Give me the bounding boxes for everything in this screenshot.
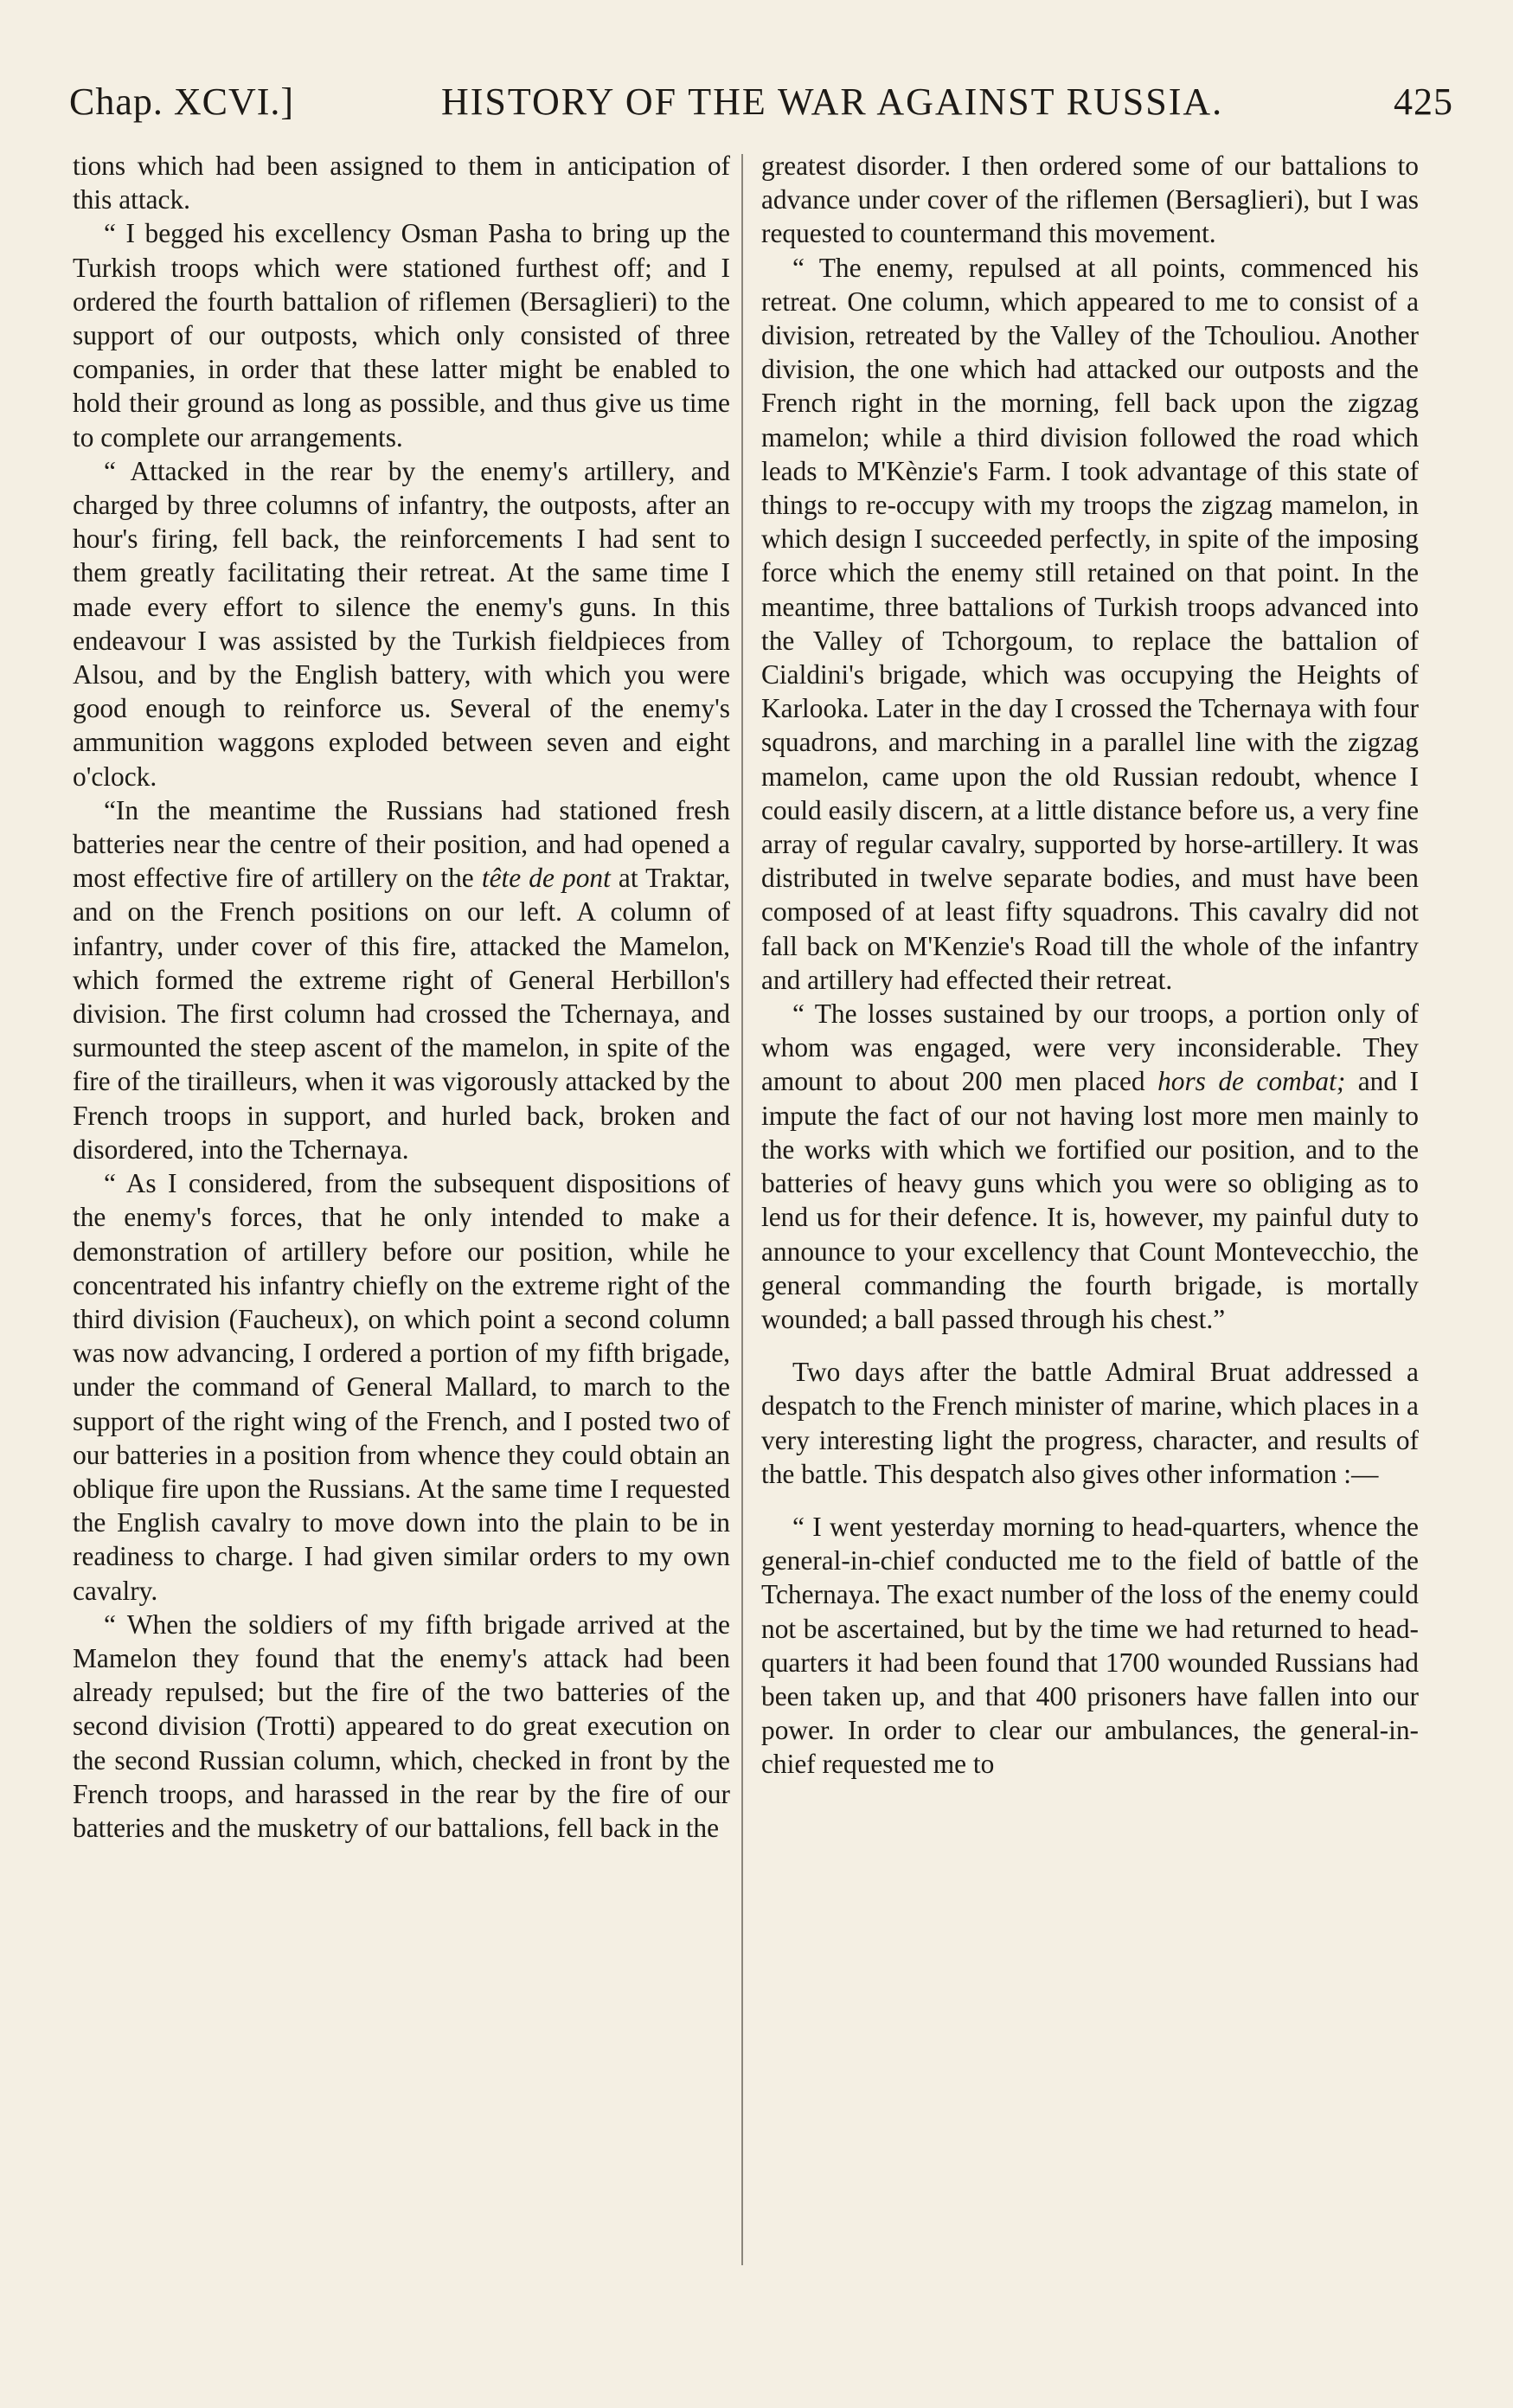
paragraph: “ The enemy, repulsed at all points, commenced his retreat. One column, which appeared to me to consist of a division, retreated by the Valley of the Tchouliou. Another division, the one which had attacked our outposts and the French right in the morning, fell back upon the zigzag mamelon; while a third division followed the road which leads to M'Kènzie's Farm. I took advantage of this state of things to re-occupy with my troops the zigzag mamelon, in which design I succeeded perfectly, in spite of the imposing force which the enemy still retained on that point. In the meantime, three battalions of Turkish troops advanced into the Valley of Tchorgoum, to replace the battalion of Cialdini's brigade, which was occupying the Heights of Karlooka. Later in the day I crossed the Tchernaya with four squadrons, and marching in a parallel line with the zigzag mamelon, came upon the old Russian redoubt, whence I could easily discern, at a little distance before us, a very fine array of regular cavalry, supported by horse-artillery. It was distributed in twelve separate bodies, and must have been composed of at least fifty squadrons. This cavalry did not fall back on M'Kenzie's Road till the whole of the infantry and artillery had effected their retreat.: [761, 252, 1419, 995]
paragraph: [73, 793, 730, 1166]
paragraph: greatest disorder. I then ordered some of our battalions to advance under cover of the riflemen (Bersaglieri), but I was requested to countermand this movement.: [761, 151, 1419, 249]
paragraph: “ I begged his excellency Osman Pasha to bring up the Turkish troops which were stationed furthest off; and I ordered the fourth battalion of riflemen (Bersaglieri) to the support of our outposts, which only consisted of three companies, in order that these latter might be enabled to hold their ground as long as possible, and thus give us time to complete our arrangements.: [73, 218, 730, 453]
paragraph: “ Attacked in the rear by the enemy's artillery, and charged by three columns of infantry, the outposts, after an hour's firing, fell back, the reinforcements I had sent to them greatly facilitating their retreat. At the same time I made every effort to silence the enemy's guns. In this endeavour I was assisted by the Turkish fieldpieces from Alsou, and by the English battery, with which you were good enough to reinforce us. Several of the enemy's ammunition waggons exploded between seven and eight o'clock.: [73, 455, 730, 792]
text-run: “ The losses sustained by our troops, a portion only of whom was engaged, were very inconsiderable. They amount to about 200 men placed: [761, 999, 1419, 1097]
running-title: HISTORY OF THE WAR AGAINST RUSSIA.: [441, 80, 1224, 123]
left-column: [73, 149, 730, 1845]
paragraph: Two days after the battle Admiral Bruat addressed a despatch to the French minister of marine, which places in a very interesting light the progress, character, and results of the battle. This despatch also gives other information :—: [761, 1357, 1419, 1489]
right-column: [761, 149, 1419, 1782]
italic-phrase: hors de combat;: [1157, 1066, 1346, 1097]
text-run: at Traktar, and on the French positions on our left. A column of infantry, under cover of this fire, attacked the Mamelon, which formed the extreme right of General Herbillon's division. The first column had crossed the Tchernaya, and surmounted the steep ascent of the mamelon, in spite of the fire of the tirailleurs, when it was vigorously attacked by the French troops in support, and hurled back, broken and disordered, into the Tchernaya.: [73, 863, 730, 1165]
page-number: 425: [1394, 80, 1453, 123]
column-divider: [741, 154, 743, 2265]
italic-phrase: tête de pont: [481, 863, 611, 894]
paragraph: “ I went yesterday morning to head-quarters, whence the general-in-chief conducted me to the field of battle of the Tchernaya. The exact number of the loss of the enemy could not be ascertained, but by the time we had returned to head-quarters it had been found that 1700 wounded Russians had been taken up, and that 400 prisoners have fallen into our power. In order to clear our ambulances, the general-in-chief requested me to: [761, 1511, 1419, 1780]
paragraph: “ When the soldiers of my fifth brigade arrived at the Mamelon they found that the enemy's attack had been already repulsed; but the fire of the two batteries of the second division (Trotti) appeared to do great execution on the second Russian column, which, checked in front by the French troops, and harassed in the rear by the fire of our batteries and the musketry of our battalions, fell back in the: [73, 1609, 730, 1843]
paragraph: [761, 997, 1419, 1336]
paragraph: tions which had been assigned to them in anticipation of this attack.: [73, 151, 730, 215]
text-run: and I impute the fact of our not having lost more men mainly to the works with which we fortified our position, and to the batteries of heavy guns which you were so obliging as to lend us for their defence. It is, however, my painful duty to announce to your excellency that Count Montevecchio, the general commanding the fourth brigade, is mortally wounded; a ball passed through his chest.”: [761, 1066, 1419, 1334]
paragraph: “ As I considered, from the subsequent dispositions of the enemy's forces, that he only intended to make a demonstration of artillery before our position, while he concentrated his infantry chiefly on the extreme right of the third division (Faucheux), on which point a second column was now advancing, I ordered a portion of my fifth brigade, under the command of General Mallard, to march to the support of the right wing of the French, and I posted two of our batteries in a position from whence they could obtain an oblique fire upon the Russians. At the same time I requested the English cavalry to move down into the plain to be in readiness to charge. I had given similar orders to my own cavalry.: [73, 1168, 730, 1606]
chapter-label: Chap. XCVI.]: [69, 80, 295, 123]
running-header: [69, 80, 1453, 132]
text-run: “In the meantime the Russians had stationed fresh batteries near the centre of their position, and had opened a most effective fire of artillery on the: [73, 794, 730, 894]
